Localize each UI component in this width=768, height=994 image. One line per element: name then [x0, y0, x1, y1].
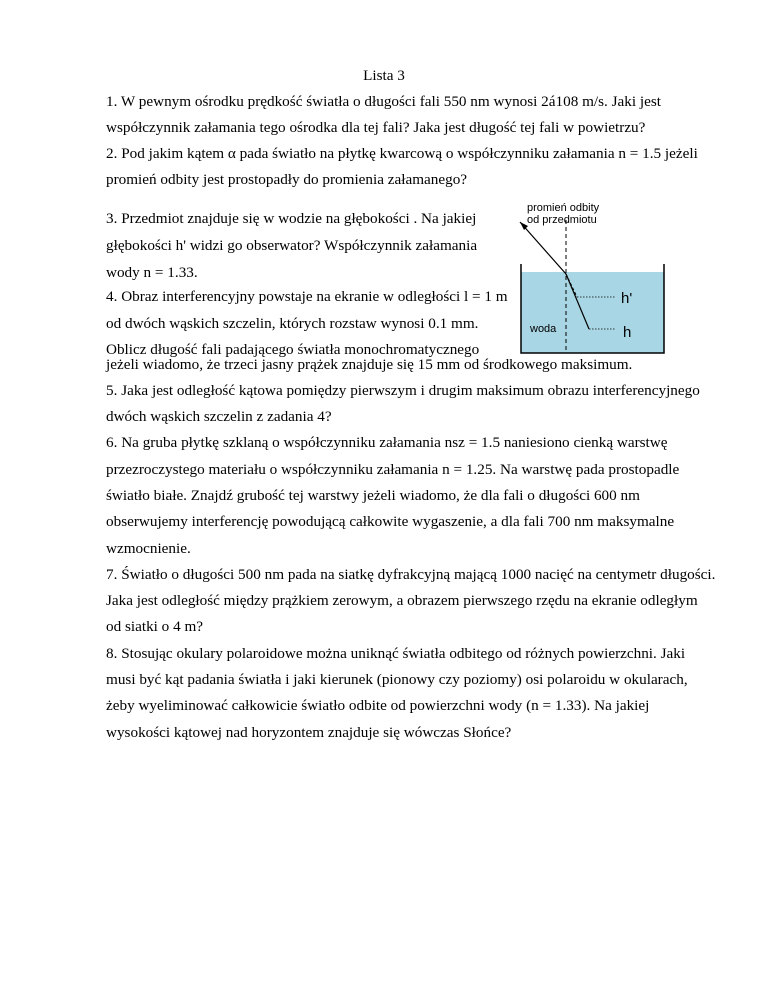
text-line: od siatki o 4 m? [106, 618, 204, 635]
text-line: 7. Światło o długości 500 nm pada na siatkę dyfrakcyjną mającą 1000 nacięć na centymetr długości. [106, 566, 716, 583]
h-prime-label: h' [621, 290, 633, 307]
text-line: dwóch wąskich szczelin z zadania 4? [106, 408, 332, 425]
text-line: 8. Stosując okulary polaroidowe można uniknąć światła odbitego od różnych powierzchni. Jaki [106, 645, 686, 662]
ray-label-line1: promień odbity [527, 202, 600, 214]
text-line: 2. Pod jakim kątem α pada światło na płytkę kwarcową o współczynniku załamania n = 1.5 jeżeli [106, 145, 698, 162]
ray-label-line2: od przedmiotu [527, 214, 597, 226]
text-line: Oblicz długość fali padającego światła monochromatycznego [106, 341, 480, 358]
text-line: musi być kąt padania światła i jaki kierunek (pionowy czy poziomy) osi polaroidu w okularach, [106, 671, 688, 688]
text-line: obserwujemy interferencję powodującą całkowite wygaszenie, a dla fali 700 nm maksymalne [106, 513, 675, 530]
text-line: od dwóch wąskich szczelin, których rozstaw wynosi 0.1 mm. [106, 315, 479, 332]
text-line: światło białe. Znajdź grubość tej warstwy jeżeli wiadomo, że dla fali o długości 600 nm [106, 487, 640, 504]
text-line: 4. Obraz interferencyjny powstaje na ekranie w odległości l = 1 m [106, 288, 508, 305]
water-label: woda [530, 323, 557, 335]
text-line: jeżeli wiadomo, że trzeci jasny prążek znajduje się 15 mm od środkowego maksimum. [106, 356, 633, 373]
text-line: przezroczystego materiału o współczynniku załamania n = 1.25. Na warstwę pada prostopadle [106, 461, 680, 478]
text-line: wzmocnienie. [106, 540, 191, 557]
text-line: 3. Przedmiot znajduje się w wodzie na głębokości . Na jakiej [106, 210, 477, 227]
water-region [521, 272, 664, 353]
text-line: Jaka jest odległość między prążkiem zerowym, a obrazem pierwszego rzędu na ekranie odległym [106, 592, 698, 609]
h-label: h [623, 324, 632, 341]
text-line: żeby wyeliminować całkowicie światło odbite od powierzchni wody (n = 1.33). Na jakiej [106, 697, 650, 714]
text-line: wysokości kątowej nad horyzontem znajduje się wówczas Słońce? [106, 724, 512, 741]
text-line: wody n = 1.33. [106, 264, 198, 281]
text-line: 5. Jaka jest odległość kątowa pomiędzy pierwszym i drugim maksimum obrazu interferencyjnego [106, 382, 700, 399]
reflected-ray-line [520, 222, 566, 274]
text-line: współczynnik załamania tego ośrodka dla tej fali? Jaka jest długość tej fali w powietrzu? [106, 119, 646, 136]
refraction-figure [490, 192, 675, 362]
text-line: promień odbity jest prostopadły do promienia załamanego? [106, 171, 468, 188]
text-line: 6. Na gruba płytkę szklaną o współczynniku załamania nsz = 1.5 naniesiono cienką warstwę [106, 434, 668, 451]
text-line: 1. W pewnym ośrodku prędkość światła o długości fali 550 nm wynosi 2á108 m/s. Jaki jest [106, 93, 661, 110]
page-title: Lista 3 [363, 67, 405, 84]
text-line: głębokości h' widzi go obserwator? Współczynnik załamania [106, 237, 478, 254]
